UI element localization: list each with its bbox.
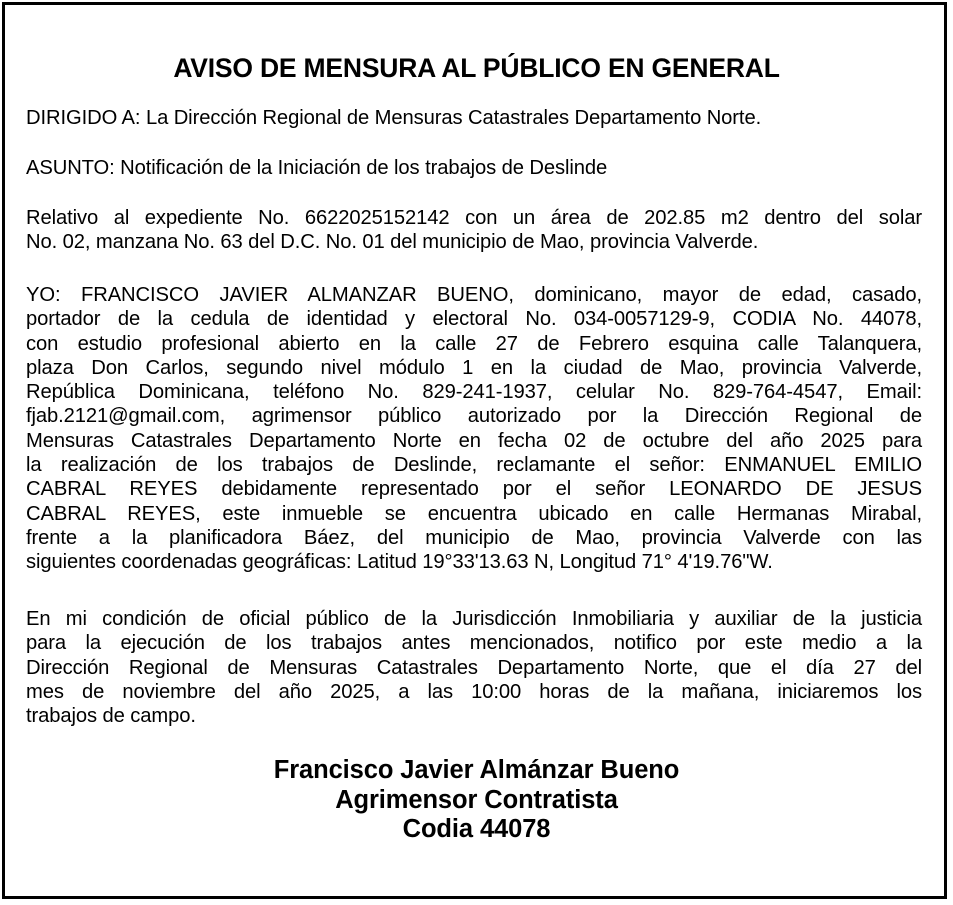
text-line: la realización de los trabajos de Deslinde, reclamante el señor: ENMANUEL EMILIO [26, 454, 922, 477]
signature-role: Agrimensor Contratista [335, 785, 618, 814]
text-line: con estudio profesional abierto en la calle 27 de Febrero esquina calle Talanquera, [26, 332, 922, 355]
text-line: Relativo al expediente No. 6622025152142 con un área de 202.85 m2 dentro del solar [26, 207, 922, 229]
notice-title: AVISO DE MENSURA AL PÚBLICO EN GENERAL [173, 53, 780, 83]
yo-paragraph [26, 283, 922, 575]
signature-codia: Codia 44078 [402, 815, 551, 843]
text-line: para la ejecución de los trabajos antes mencionados, notifico por este medio a la [26, 632, 922, 655]
text-line: portador de la cedula de identidad y electoral No. 034-0057129-9, CODIA No. 44078, [26, 308, 922, 331]
text-line: fjab.2121@gmail.com, agrimensor público autorizado por la Dirección Regional de [26, 405, 922, 428]
text-line: trabajos de campo. [26, 705, 196, 728]
dirigido-paragraph [26, 106, 922, 130]
asunto-paragraph [26, 156, 922, 180]
text-line: frente a la planificadora Báez, del municipio de Mao, provincia Valverde con las [26, 526, 922, 549]
text-line: mes de noviembre del año 2025, a las 10:00 horas de la mañana, iniciaremos los [26, 680, 922, 703]
text-line: Mensuras Catastrales Departamento Norte en fecha 02 de octubre del año 2025 para [26, 429, 922, 452]
condicion-paragraph [26, 607, 922, 728]
text-line: Dirección Regional de Mensuras Catastrales Departamento Norte, que el día 27 del [26, 656, 922, 679]
relativo-paragraph [26, 206, 922, 255]
text-line: plaza Don Carlos, segundo nivel módulo 1 en la ciudad de Mao, provincia Valverde, [26, 356, 922, 379]
text-line: No. 02, manzana No. 63 del D.C. No. 01 del municipio de Mao, provincia Valverde. [26, 231, 759, 254]
text-line: DIRIGIDO A: La Dirección Regional de Mensuras Catastrales Departamento Norte. [26, 107, 762, 129]
text-line: siguientes coordenadas geográficas: Latitud 19°33'13.63 N, Longitud 71° 4'19.76"W. [26, 551, 773, 574]
text-line: En mi condición de oficial público de la Jurisdicción Inmobiliaria y auxiliar de la justicia [26, 608, 922, 630]
signature-block [0, 756, 953, 845]
text-line: YO: FRANCISCO JAVIER ALMANZAR BUENO, dominicano, mayor de edad, casado, [26, 284, 922, 306]
text-line: ASUNTO: Notificación de la Iniciación de los trabajos de Deslinde [26, 157, 608, 179]
text-line: CABRAL REYES debidamente representado por el señor LEONARDO DE JESUS [26, 478, 922, 501]
signature-name: Francisco Javier Almánzar Bueno [273, 756, 680, 784]
text-line: CABRAL REYES, este inmueble se encuentra ubicado en calle Hermanas Mirabal, [26, 502, 922, 525]
text-line: República Dominicana, teléfono No. 829-241-1937, celular No. 829-764-4547, Email: [26, 381, 922, 404]
